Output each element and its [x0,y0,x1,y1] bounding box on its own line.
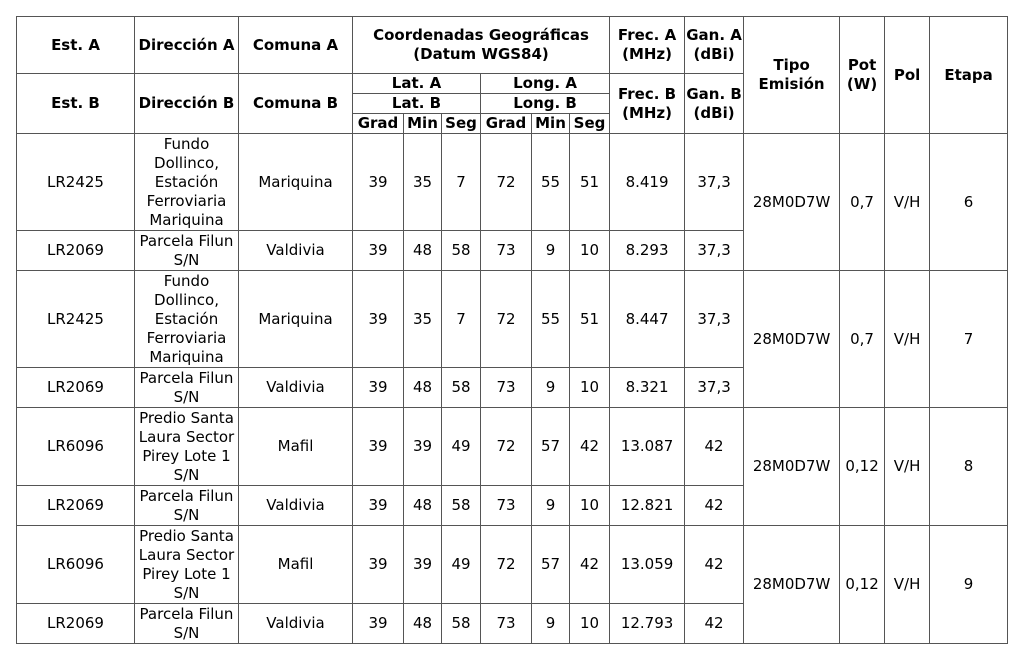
long-grad-cell-a: 72 [481,526,532,604]
header-est-b: Est. B [17,74,135,134]
header-pol: Pol [885,17,930,134]
header-comuna-b: Comuna B [239,74,353,134]
long-grad-cell-b: 73 [481,368,532,408]
long-grad-cell-b: 73 [481,231,532,271]
station-cell-b: LR2069 [17,231,135,271]
comuna-cell-a: Mariquina [239,271,353,368]
header-frec-a: Frec. A (MHz) [610,17,685,74]
gan-cell-b: 37,3 [685,231,744,271]
table-row [17,408,1008,486]
comuna-cell-b: Valdivia [239,231,353,271]
pot-cell: 0,7 [840,271,885,408]
header-direccion-a: Dirección A [135,17,239,74]
header-long-seg: Seg [570,114,610,134]
lat-min-cell-a: 39 [404,526,442,604]
header-lat-a: Lat. A [353,74,481,94]
long-seg-cell-b: 10 [570,368,610,408]
comuna-cell-a: Mafil [239,526,353,604]
lat-seg-cell-b: 58 [442,604,481,644]
pot-cell: 0,12 [840,408,885,526]
links-table [16,16,1008,644]
address-cell-a: Predio Santa Laura Sector Pirey Lote 1 S/N [135,526,239,604]
lat-min-cell-a: 39 [404,408,442,486]
header-long-a: Long. A [481,74,610,94]
lat-min-cell-b: 48 [404,231,442,271]
gan-cell-a: 42 [685,526,744,604]
long-min-cell-b: 9 [532,486,570,526]
gan-cell-a: 42 [685,408,744,486]
table-body [17,134,1008,644]
station-cell-b: LR2069 [17,604,135,644]
header-lat-seg: Seg [442,114,481,134]
lat-grad-cell-b: 39 [353,486,404,526]
long-seg-cell-b: 10 [570,231,610,271]
long-grad-cell-b: 73 [481,486,532,526]
pol-cell: V/H [885,526,930,644]
comuna-cell-a: Mafil [239,408,353,486]
lat-seg-cell-b: 58 [442,368,481,408]
lat-seg-cell-a: 7 [442,134,481,231]
header-coordenadas: Coordenadas Geográficas (Datum WGS84) [353,17,610,74]
station-cell-a: LR6096 [17,526,135,604]
long-min-cell-a: 55 [532,134,570,231]
long-min-cell-b: 9 [532,604,570,644]
header-est-a: Est. A [17,17,135,74]
lat-seg-cell-b: 58 [442,486,481,526]
address-cell-b: Parcela Filun S/N [135,368,239,408]
lat-grad-cell-b: 39 [353,368,404,408]
header-etapa: Etapa [930,17,1008,134]
comuna-cell-b: Valdivia [239,368,353,408]
frec-cell-b: 12.793 [610,604,685,644]
etapa-cell: 6 [930,134,1008,271]
frec-cell-b: 8.293 [610,231,685,271]
header-tipo-emision: Tipo Emisión [744,17,840,134]
lat-grad-cell-b: 39 [353,231,404,271]
header-comuna-a: Comuna A [239,17,353,74]
header-long-b: Long. B [481,94,610,114]
long-grad-cell-b: 73 [481,604,532,644]
long-min-cell-b: 9 [532,368,570,408]
header-gan-b: Gan. B (dBi) [685,74,744,134]
frec-cell-b: 12.821 [610,486,685,526]
frec-cell-a: 13.059 [610,526,685,604]
long-grad-cell-a: 72 [481,134,532,231]
pol-cell: V/H [885,408,930,526]
etapa-cell: 7 [930,271,1008,408]
tipo-emision-cell: 28M0D7W [744,134,840,271]
gan-cell-a: 37,3 [685,271,744,368]
address-cell-a: Fundo Dollinco, Estación Ferroviaria Mariquina [135,134,239,231]
header-long-grad: Grad [481,114,532,134]
station-cell-b: LR2069 [17,368,135,408]
long-seg-cell-a: 42 [570,526,610,604]
gan-cell-b: 42 [685,486,744,526]
frec-cell-a: 8.419 [610,134,685,231]
lat-grad-cell-a: 39 [353,526,404,604]
pol-cell: V/H [885,271,930,408]
gan-cell-b: 37,3 [685,368,744,408]
tipo-emision-cell: 28M0D7W [744,271,840,408]
table-row [17,526,1008,604]
header-frec-b: Frec. B (MHz) [610,74,685,134]
table-row [17,271,1008,368]
header-pot: Pot (W) [840,17,885,134]
lat-seg-cell-b: 58 [442,231,481,271]
station-cell-a: LR2425 [17,271,135,368]
address-cell-b: Parcela Filun S/N [135,486,239,526]
etapa-cell: 8 [930,408,1008,526]
address-cell-a: Fundo Dollinco, Estación Ferroviaria Mariquina [135,271,239,368]
lat-min-cell-b: 48 [404,486,442,526]
station-cell-a: LR2425 [17,134,135,231]
frec-cell-a: 8.447 [610,271,685,368]
tipo-emision-cell: 28M0D7W [744,526,840,644]
address-cell-a: Predio Santa Laura Sector Pirey Lote 1 S/N [135,408,239,486]
header-long-min: Min [532,114,570,134]
comuna-cell-b: Valdivia [239,486,353,526]
header-gan-a: Gan. A (dBi) [685,17,744,74]
lat-grad-cell-a: 39 [353,134,404,231]
long-min-cell-a: 57 [532,526,570,604]
gan-cell-a: 37,3 [685,134,744,231]
header-lat-grad: Grad [353,114,404,134]
long-seg-cell-a: 42 [570,408,610,486]
long-grad-cell-a: 72 [481,271,532,368]
long-min-cell-a: 55 [532,271,570,368]
etapa-cell: 9 [930,526,1008,644]
lat-min-cell-a: 35 [404,271,442,368]
lat-seg-cell-a: 49 [442,526,481,604]
long-seg-cell-a: 51 [570,271,610,368]
header-lat-b: Lat. B [353,94,481,114]
address-cell-b: Parcela Filun S/N [135,231,239,271]
lat-min-cell-b: 48 [404,368,442,408]
table-header [17,17,1008,134]
long-min-cell-a: 57 [532,408,570,486]
lat-grad-cell-b: 39 [353,604,404,644]
lat-seg-cell-a: 7 [442,271,481,368]
lat-grad-cell-a: 39 [353,271,404,368]
pot-cell: 0,12 [840,526,885,644]
frec-cell-b: 8.321 [610,368,685,408]
station-cell-b: LR2069 [17,486,135,526]
tipo-emision-cell: 28M0D7W [744,408,840,526]
header-lat-min: Min [404,114,442,134]
pol-cell: V/H [885,134,930,271]
long-min-cell-b: 9 [532,231,570,271]
lat-min-cell-b: 48 [404,604,442,644]
address-cell-b: Parcela Filun S/N [135,604,239,644]
long-grad-cell-a: 72 [481,408,532,486]
header-direccion-b: Dirección B [135,74,239,134]
comuna-cell-a: Mariquina [239,134,353,231]
pot-cell: 0,7 [840,134,885,271]
lat-min-cell-a: 35 [404,134,442,231]
frec-cell-a: 13.087 [610,408,685,486]
gan-cell-b: 42 [685,604,744,644]
long-seg-cell-b: 10 [570,604,610,644]
comuna-cell-b: Valdivia [239,604,353,644]
lat-grad-cell-a: 39 [353,408,404,486]
long-seg-cell-b: 10 [570,486,610,526]
long-seg-cell-a: 51 [570,134,610,231]
table-row [17,134,1008,231]
lat-seg-cell-a: 49 [442,408,481,486]
station-cell-a: LR6096 [17,408,135,486]
